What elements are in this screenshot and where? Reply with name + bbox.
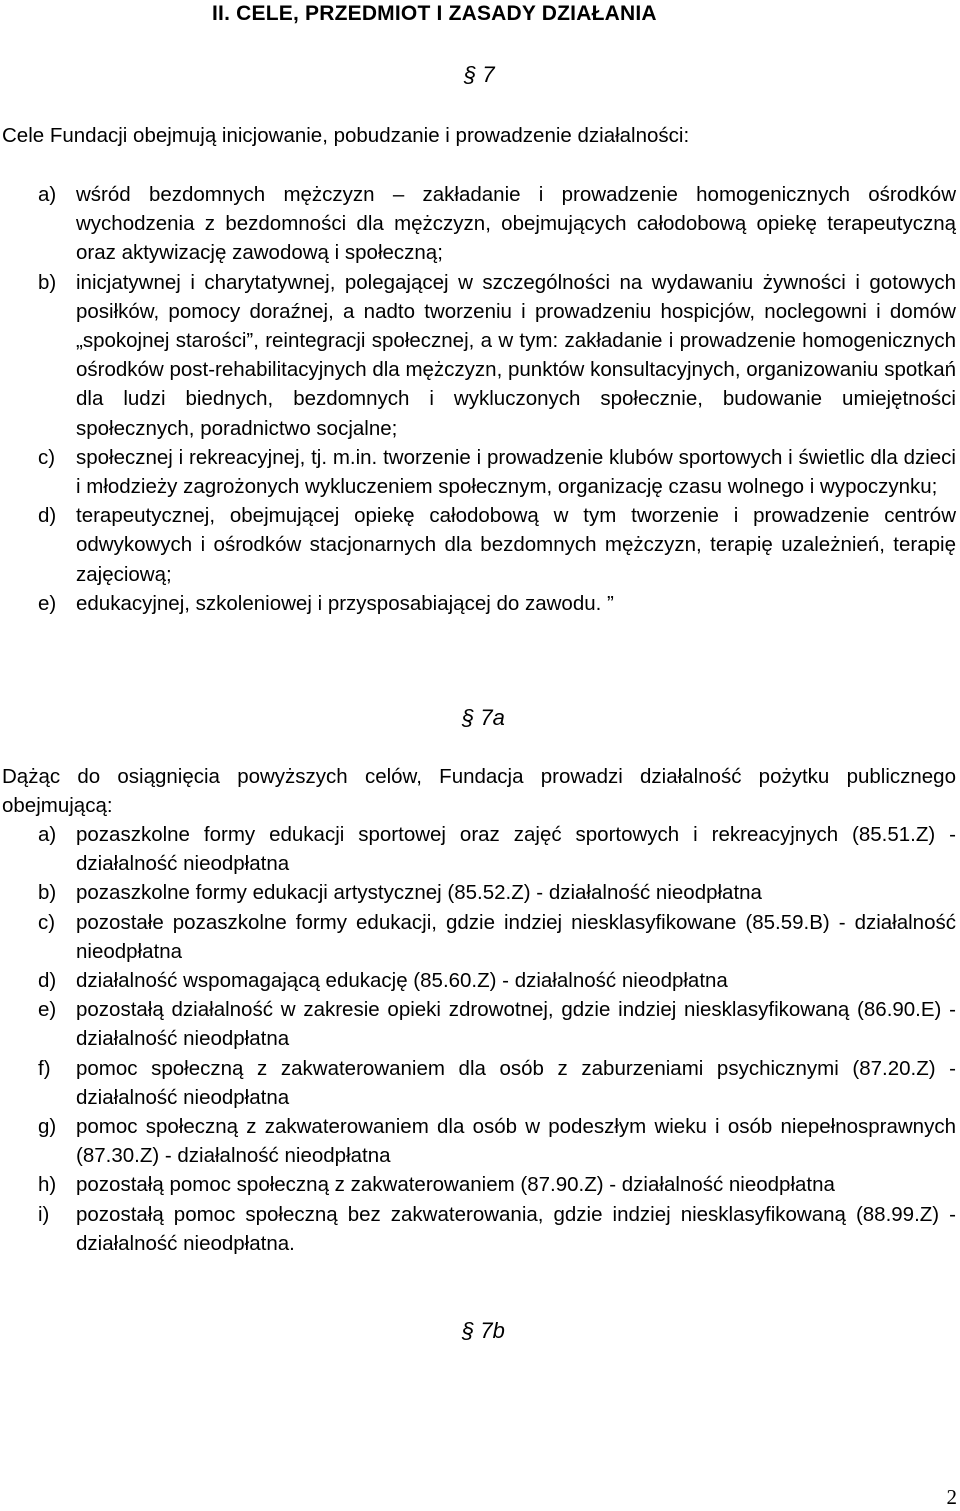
list-item-text: pozostałą działalność w zakresie opieki zdrowotnej, gdzie indziej niesklasyfikowaną (86.90.E) - działalność nieodpłatna <box>76 998 956 1051</box>
list-item-text: społecznej i rekreacyjnej, tj. m.in. tworzenie i prowadzenie klubów sportowych i świetlic dla dzieci i młodzieży zagrożonych wykluczeniem społecznym, organizację czasu wolnego i wypoczynku; <box>76 445 956 499</box>
section-7a-mark: § 7a <box>462 705 505 730</box>
list-item-text: pozaszkolne formy edukacji sportowej oraz zajęć sportowych i rekreacyjnych (85.51.Z) - działalność nieodpłatna <box>76 823 956 876</box>
list-item-text: działalność wspomagającą edukację (85.60.Z) - działalność nieodpłatna <box>76 969 728 993</box>
list-marker: e) <box>38 591 57 615</box>
goals-list <box>38 180 956 618</box>
list-item <box>38 1170 956 1199</box>
activities-list <box>38 820 956 1258</box>
list-item-text: wśród bezdomnych mężczyzn – zakładanie i prowadzenie homogenicznych ośrodków wychodzenia z bezdomności dla mężczyzn, obejmujących całodobową opiekę terapeutyczną oraz aktywizację zawodową i społeczną; <box>76 183 956 265</box>
list-item-text: inicjatywnej i charytatywnej, polegającej w szczególności na wydawaniu żywności i gotowych posiłków, pomocy doraźnej, a nadto tworzeniu i prowadzeniu hospicjów, noclegowni i domów „spokojnej starości”, reintegracji społecznej, a w tym: zakładanie i prowadzenie homogenicznych ośrodków post-rehabilitacyjnych dla mężczyzn, punktów konsultacyjnych, organizowaniu spotkań dla ludzi biednych, bezdomnych i wykluczonych społecznie, budowanie umiejętności społecznych, poradnictwo socjalne; <box>76 270 956 440</box>
list-marker: c) <box>38 445 56 469</box>
list-item-text: edukacyjnej, szkoleniowej i przysposabiającej do zawodu. ” <box>76 591 614 615</box>
list-marker: g) <box>38 1115 57 1139</box>
list-item <box>38 966 956 995</box>
list-marker: i) <box>38 1202 50 1226</box>
list-marker: f) <box>38 1056 51 1080</box>
list-marker: d) <box>38 969 57 993</box>
list-marker: a) <box>38 183 57 206</box>
section-7-mark: § 7 <box>464 62 495 87</box>
list-marker: h) <box>38 1173 57 1197</box>
section-7-intro: Cele Fundacji obejmują inicjowanie, pobudzanie i prowadzenie działalności: <box>2 124 690 147</box>
list-item <box>38 589 956 618</box>
list-item-text: pozostałe pozaszkolne formy edukacji, gdzie indziej niesklasyfikowane (85.59.B) - działalność nieodpłatna <box>76 910 956 963</box>
list-item <box>38 443 956 501</box>
list-item-text: pozaszkolne formy edukacji artystycznej (85.52.Z) - działalność nieodpłatna <box>76 881 762 905</box>
list-marker: d) <box>38 504 57 528</box>
list-item <box>38 995 956 1053</box>
list-item <box>38 820 956 878</box>
page-number: 2 <box>946 1485 957 1509</box>
list-item <box>38 1200 956 1258</box>
list-item-text: pozostałą pomoc społeczną bez zakwaterowania, gdzie indziej niesklasyfikowaną (88.99.Z) - działalność nieodpłatna. <box>76 1202 956 1255</box>
list-item <box>38 878 956 907</box>
list-item <box>38 180 956 268</box>
list-item <box>38 1054 956 1112</box>
chapter-heading: II. CELE, PRZEDMIOT I ZASADY DZIAŁANIA <box>212 2 657 25</box>
list-item-text: pomoc społeczną z zakwaterowaniem dla osób w podeszłym wieku i osób niepełnosprawnych (87.30.Z) - działalność nieodpłatna <box>76 1115 956 1168</box>
list-marker: b) <box>38 881 57 905</box>
list-marker: b) <box>38 270 57 294</box>
list-item <box>38 268 956 443</box>
list-item <box>38 908 956 966</box>
list-item <box>38 1112 956 1170</box>
list-marker: e) <box>38 998 57 1022</box>
list-item-text: terapeutycznej, obejmującej opiekę całodobową w tym tworzenie i prowadzenie centrów odwykowych i ośrodków stacjonarnych dla bezdomnych mężczyzn, terapię uzależnień, terapię zajęciową; <box>76 504 956 586</box>
section-7a-intro: Dążąc do osiągnięcia powyższych celów, Fundacja prowadzi działalność pożytku publicznego obejmującą: <box>2 765 956 818</box>
section-7b-mark: § 7b <box>462 1318 505 1343</box>
list-marker: a) <box>38 823 57 846</box>
list-item <box>38 501 956 589</box>
list-item-text: pozostałą pomoc społeczną z zakwaterowaniem (87.90.Z) - działalność nieodpłatna <box>76 1173 835 1197</box>
list-marker: c) <box>38 910 56 934</box>
list-item-text: pomoc społeczną z zakwaterowaniem dla osób z zaburzeniami psychicznymi (87.20.Z) - działalność nieodpłatna <box>76 1056 956 1109</box>
